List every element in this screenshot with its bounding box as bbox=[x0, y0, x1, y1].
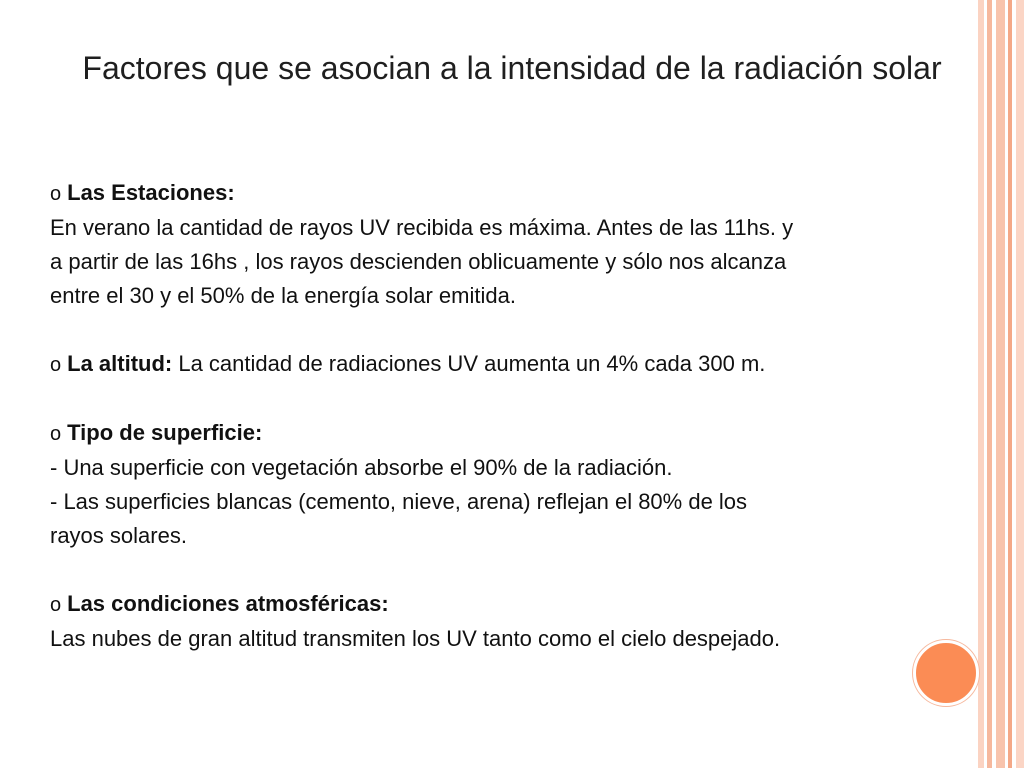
bullet-marker: o bbox=[50, 594, 62, 616]
body-line: En verano la cantidad de rayos UV recibida es máxima. Antes de las 11hs. y bbox=[50, 215, 794, 240]
body-line: entre el 30 y el 50% de la energía solar emitida. bbox=[50, 283, 516, 308]
section-heading: Las Estaciones: bbox=[67, 180, 235, 205]
slide-title: Factores que se asocian a la intensidad de la radiación solar bbox=[82, 50, 942, 86]
bullet-item bbox=[50, 347, 940, 382]
bullet-item bbox=[50, 176, 940, 211]
spacer bbox=[50, 382, 940, 416]
body-line: a partir de las 16hs , los rayos descienden oblicuamente y sólo nos alcanza bbox=[50, 249, 787, 274]
body-line: - Una superficie con vegetación absorbe el 90% de la radiación. bbox=[50, 455, 673, 480]
section-heading: Tipo de superficie: bbox=[67, 420, 263, 445]
slide-body bbox=[50, 176, 940, 656]
spacer bbox=[50, 553, 940, 587]
stripe bbox=[1016, 0, 1024, 768]
section-heading: Las condiciones atmosféricas: bbox=[67, 591, 389, 616]
decorative-stripes bbox=[978, 0, 1024, 768]
bullet-item bbox=[50, 416, 940, 451]
bullet-marker: o bbox=[50, 183, 62, 205]
body-line: rayos solares. bbox=[50, 523, 187, 548]
bullet-marker: o bbox=[50, 354, 62, 376]
body-line: - Las superficies blancas (cemento, nieve, arena) reflejan el 80% de los bbox=[50, 489, 748, 514]
section-inline-text: La cantidad de radiaciones UV aumenta un 4% cada 300 m. bbox=[172, 351, 766, 376]
stripe bbox=[996, 0, 1005, 768]
spacer bbox=[50, 313, 940, 347]
bullet-item bbox=[50, 587, 940, 622]
section-heading: La altitud: bbox=[67, 351, 173, 376]
body-line: Las nubes de gran altitud transmiten los UV tanto como el cielo despejado. bbox=[50, 626, 781, 651]
bullet-marker: o bbox=[50, 423, 62, 445]
